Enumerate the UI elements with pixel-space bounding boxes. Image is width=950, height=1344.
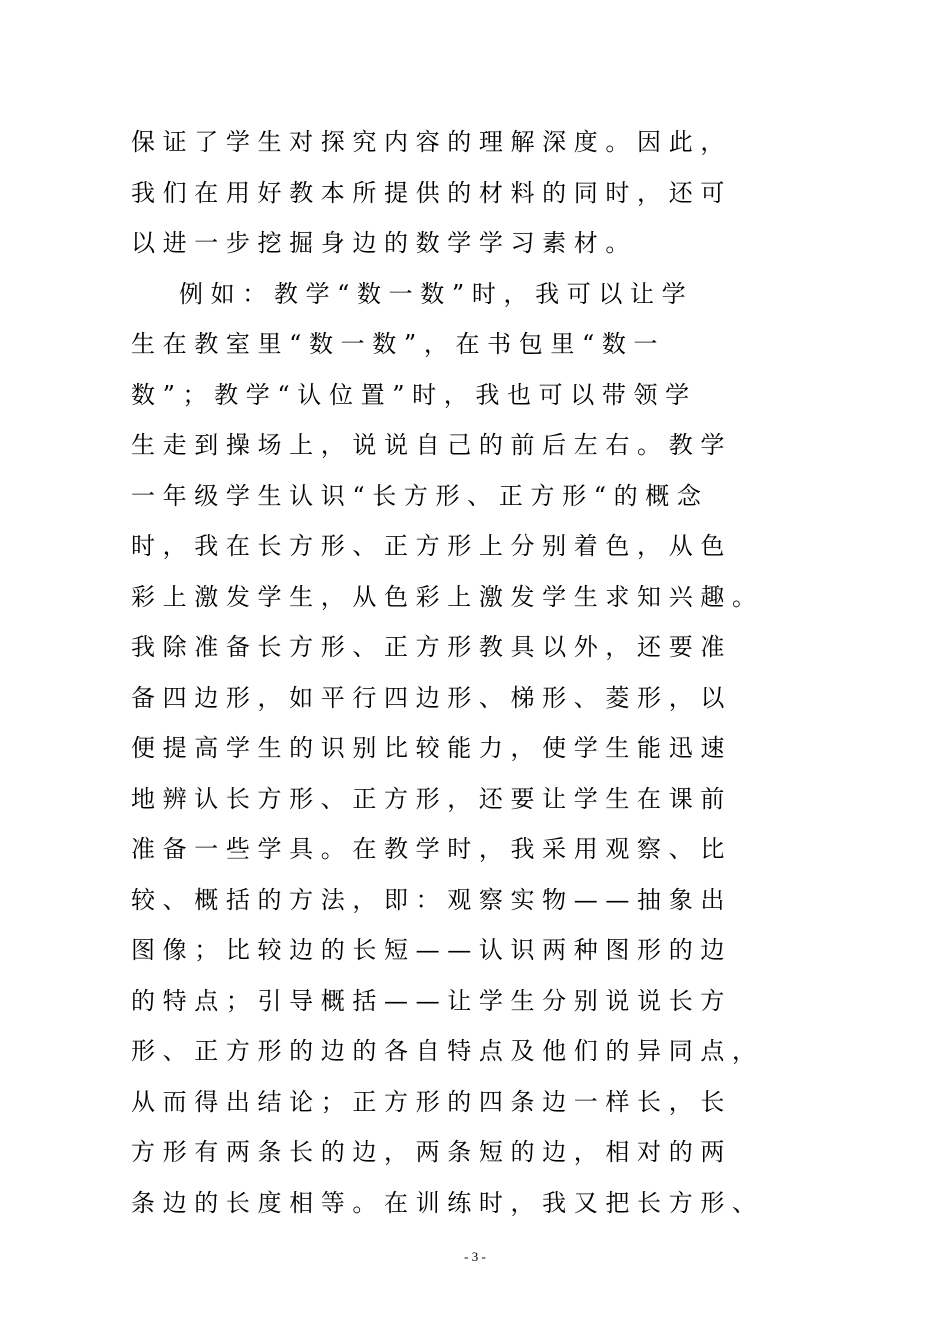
text-line: 我 除 准 备 长 方 形 、 正 方 形 教 具 以 外 ， 还 要 准 [131,633,725,661]
text-line: 图 像 ； 比 较 边 的 长 短 — — 认 识 两 种 图 形 的 边 [131,936,725,964]
text-line: 条 边 的 长 度 相 等 。 在 训 练 时 ， 我 又 把 长 方 形 、 [131,1188,756,1217]
text-line: 彩 上 激 发 学 生 ， 从 色 彩 上 激 发 学 生 求 知 兴 趣 。 [131,582,756,611]
text-line: 生 走 到 操 场 上 ， 说 说 自 己 的 前 后 左 右 。 教 学 [131,431,725,459]
text-line: 较 、 概 括 的 方 法 ， 即 ： 观 察 实 物 — — 抽 象 出 [131,885,725,914]
text-line: 以 进 一 步 挖 掘 身 边 的 数 学 学 习 素 材 。 [131,229,630,257]
text-line: 数 ” ； 教 学 “ 认 位 置 ” 时 ， 我 也 可 以 带 领 学 [131,380,690,409]
text-line: 的 特 点 ； 引 导 概 括 — — 让 学 生 分 别 说 说 长 方 [131,986,725,1015]
text-line: 地 辨 认 长 方 形 、 正 方 形 ， 还 要 让 学 生 在 课 前 [131,784,725,813]
text-line: 时 ， 我 在 长 方 形 、 正 方 形 上 分 别 着 色 ， 从 色 [131,532,725,560]
text-line: 准 备 一 些 学 具 。 在 教 学 时 ， 我 采 用 观 察 、 比 [131,835,725,863]
page-number: - 3 - [464,1249,486,1264]
text-line: 从 而 得 出 结 论 ； 正 方 形 的 四 条 边 一 样 长 ， 长 [131,1087,725,1116]
text-line: 形 、 正 方 形 的 边 的 各 自 特 点 及 他 们 的 异 同 点 ， [131,1037,756,1065]
text-line: 我 们 在 用 好 教 本 所 提 供 的 材 料 的 同 时 ， 还 可 [131,178,725,207]
text-line: 保 证 了 学 生 对 探 究 内 容 的 理 解 深 度 。 因 此 ， [131,128,725,156]
text-line: 便 提 高 学 生 的 识 别 比 较 能 力 ， 使 学 生 能 迅 速 [131,734,725,762]
text-line: 例 如 ： 教 学 “ 数 一 数 ” 时 ， 我 可 以 让 学 [179,279,686,308]
text-line: 生 在 教 室 里 “ 数 一 数 ” ， 在 书 包 里 “ 数 一 [131,330,658,358]
text-line: 备 四 边 形 ， 如 平 行 四 边 形 、 梯 形 、 菱 形 ， 以 [131,683,725,712]
document-body [131,117,851,1228]
text-line: 方 形 有 两 条 长 的 边 ， 两 条 短 的 边 ， 相 对 的 两 [131,1138,725,1166]
text-line: 一 年 级 学 生 认 识 “ 长 方 形 、 正 方 形 “ 的 概 念 [131,481,701,510]
